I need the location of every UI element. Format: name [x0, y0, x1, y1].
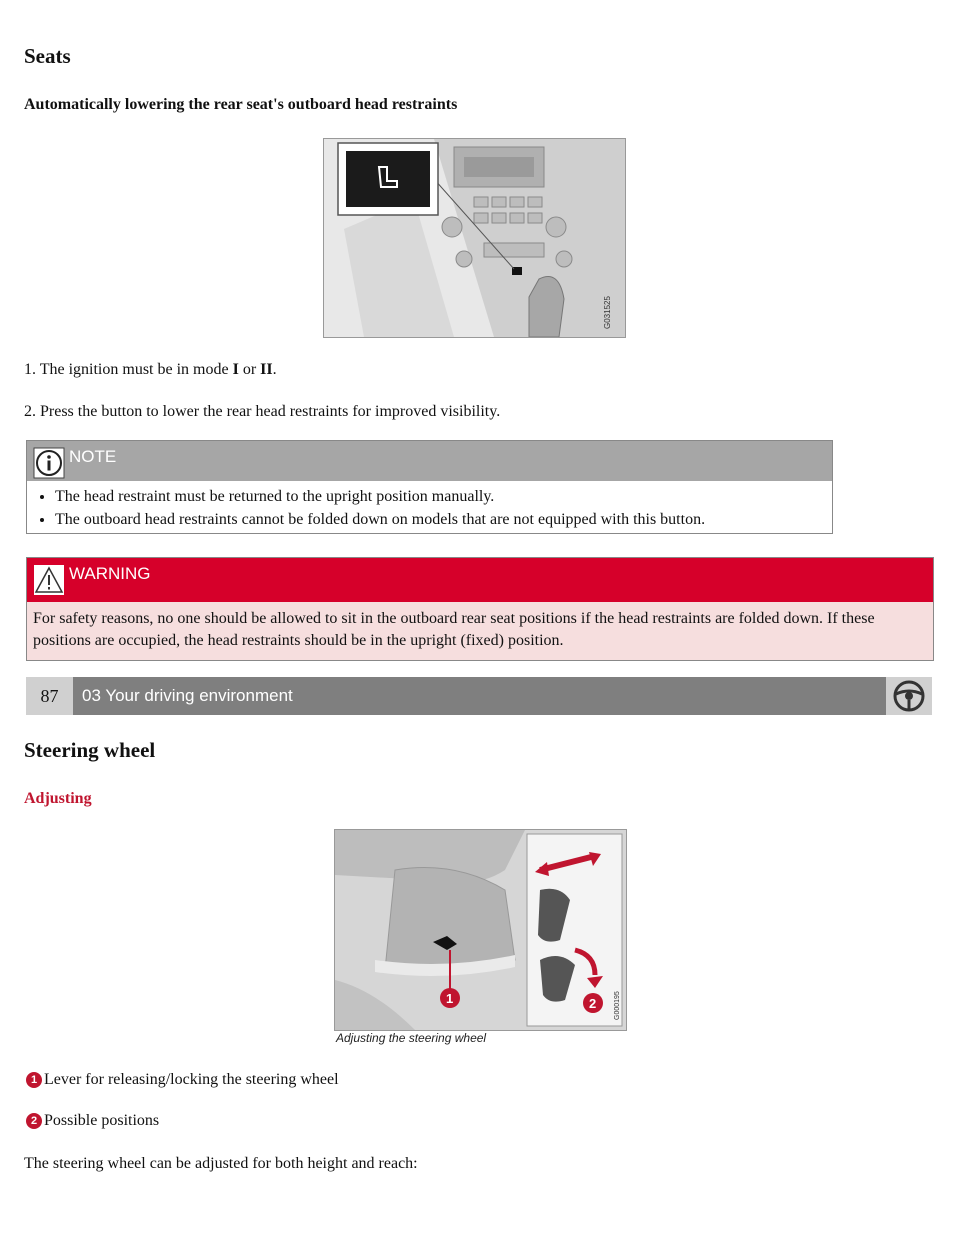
warning-triangle-icon — [33, 564, 65, 596]
chapter-title: 03 Your driving environment — [82, 686, 293, 705]
callout-1 — [26, 1071, 339, 1089]
callout-number-1: 1 — [26, 1072, 42, 1088]
note-item: • The head restraint must be returned to the upright position manually. — [55, 487, 832, 506]
step-1 — [24, 361, 277, 379]
note-heading: NOTE — [69, 447, 117, 466]
adjusting-subheading: Adjusting — [24, 790, 92, 807]
note-item: • The outboard head restraints cannot be folded down on models that are not equipped with this button. — [55, 510, 832, 529]
figure-caption: Adjusting the steering wheel — [336, 1031, 487, 1045]
callout-text: Possible positions — [44, 1112, 160, 1129]
callout-text: Lever for releasing/locking the steering wheel — [44, 1071, 339, 1088]
info-icon — [33, 447, 65, 479]
chapter-bar — [26, 677, 932, 715]
step-1-prefix: 1. The ignition must be in mode — [24, 361, 233, 378]
warning-text: For safety reasons, no one should be allowed to sit in the outboard rear seat positions if the head restraints are folded down. If these positions are occupied, the head restraints should be in the upright (fixed) position. — [27, 602, 933, 660]
step-1-or: or — [238, 361, 261, 378]
warning-box — [26, 557, 934, 661]
page-number: 87 — [26, 677, 73, 715]
steering-intro: The steering wheel can be adjusted for both height and reach: — [24, 1155, 418, 1172]
note-box — [26, 440, 833, 534]
svg-text:G000195: G000195 — [614, 991, 621, 1020]
svg-text:2: 2 — [589, 996, 597, 1011]
callout-number-2: 2 — [26, 1113, 42, 1129]
note-header — [27, 441, 832, 481]
steering-wheel-icon — [886, 677, 932, 715]
steering-adjust-figure — [334, 829, 627, 1031]
svg-text:1: 1 — [446, 991, 454, 1006]
step-1-suffix: . — [272, 361, 277, 378]
warning-header — [27, 558, 933, 602]
step-2: 2. Press the button to lower the rear head restraints for improved visibility. — [24, 403, 501, 420]
section-subtitle: Automatically lowering the rear seat's outboard head restraints — [24, 96, 458, 113]
page-title: Seats — [24, 44, 71, 68]
ignition-mode-1: I — [232, 361, 239, 378]
ignition-mode-2: II — [260, 361, 273, 378]
steering-heading: Steering wheel — [24, 738, 156, 762]
console-button-figure — [323, 138, 626, 338]
note-body — [27, 487, 832, 529]
callout-2 — [26, 1112, 159, 1130]
warning-heading: WARNING — [69, 564, 151, 583]
svg-text:G031525: G031525 — [603, 296, 612, 329]
